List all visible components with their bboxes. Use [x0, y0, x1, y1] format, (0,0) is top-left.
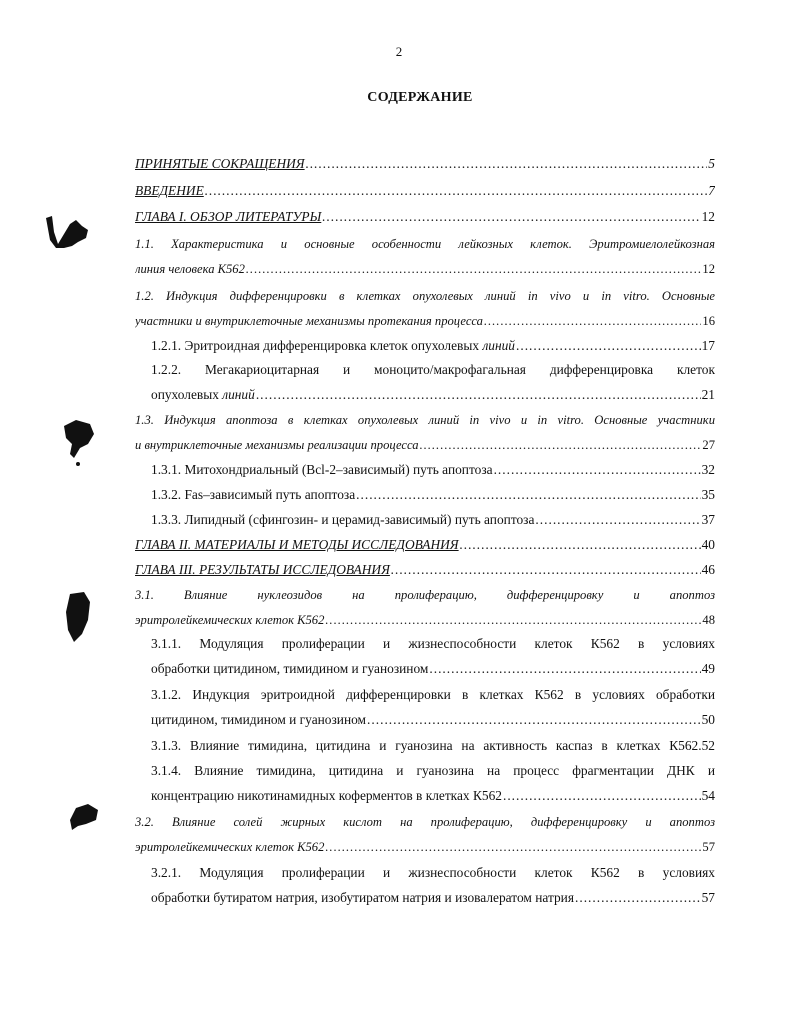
- toc-entry-text: линия человека К562: [135, 262, 245, 276]
- toc-entry-section-1-2-line1: 1.2. Индукция дифференцировки в клетках опухолевых линий in vivo и in vitro. Основные: [135, 289, 715, 303]
- toc-entry-text: обработки цитидином, тимидином и гуанозином: [151, 661, 429, 676]
- toc-entry-text: ГЛАВА I. ОБЗОР ЛИТЕРАТУРЫ: [135, 209, 322, 224]
- toc-entry-text: обработки бутиратом натрия, изобутиратом натрия и изовалератом натрия: [151, 890, 574, 905]
- toc-entry-section-3-1-4-line1: 3.1.4. Влияние тимидина, цитидина и гуанозина на процесс фрагментации ДНК и: [151, 763, 715, 778]
- leader-dots: [535, 511, 700, 529]
- leader-dots: [575, 889, 701, 907]
- toc-page-number: 32: [701, 462, 715, 477]
- toc-entry-section-3-1-line1: 3.1. Влияние нуклеозидов на пролиферацию, дифференцировку и апоптоз: [135, 588, 715, 602]
- toc-entry-text: ГЛАВА III. РЕЗУЛЬТАТЫ ИССЛЕДОВАНИЯ: [135, 562, 390, 577]
- toc-page-number: 54: [701, 788, 715, 803]
- toc-entry-text: эритролейкемических клеток К562: [135, 840, 325, 854]
- toc-entry-introduction: [135, 182, 715, 200]
- toc-entry-text: и внутриклеточные механизмы реализации процесса: [135, 438, 419, 452]
- toc-entry-section-3-1-4-line2: [151, 787, 715, 805]
- toc-page-number: 16: [702, 314, 715, 328]
- toc-entry-section-1-1-line1: 1.1. Характеристика и основные особенности лейкозных клеток. Эритромиелолейкозная: [135, 237, 715, 251]
- leader-dots: [356, 486, 700, 504]
- leader-dots: [391, 561, 701, 579]
- toc-entry-text: 1.2.1. Эритроидная дифференцировка клеток опухолевых: [151, 338, 483, 353]
- toc-entry-text: ВВЕДЕНИЕ: [135, 183, 204, 198]
- toc-entry-text: ПРИНЯТЫЕ СОКРАЩЕНИЯ: [135, 156, 305, 171]
- toc-entry-section-1-3-3: [151, 511, 715, 529]
- leader-dots: [205, 182, 708, 200]
- toc-entry-section-1-2-2-line1: 1.2.2. Мегакариоцитарная и моноцито/макрофагальная дифференцировка клеток: [151, 362, 715, 377]
- toc-entry-section-3-2-line1: 3.2. Влияние солей жирных кислот на пролиферацию, дифференцировку и апоптоз: [135, 815, 715, 829]
- page-title: СОДЕРЖАНИЕ: [367, 90, 473, 105]
- leader-dots: [367, 711, 701, 729]
- toc-entry-section-3-1-3: 3.1.3. Влияние тимидина, цитидина и гуанозина на активность каспаз в клетках К562.52: [151, 738, 715, 753]
- toc-entry-section-1-3-1: [151, 461, 715, 479]
- toc-entry-chapter-3: [135, 561, 715, 579]
- toc-entry-abbreviations: [135, 155, 715, 173]
- toc-entry-chapter-1: [135, 208, 715, 226]
- toc-entry-text: участники и внутриклеточные механизмы протекания процесса: [135, 314, 483, 328]
- toc-page-number: 46: [701, 562, 715, 577]
- leader-dots: [429, 660, 700, 678]
- toc-entry-section-3-2-1-line2: [151, 889, 715, 907]
- leader-dots: [516, 337, 701, 355]
- toc-entry-section-1-2-line2: [135, 312, 715, 330]
- toc-entry-section-1-1-line2: [135, 260, 715, 278]
- toc-page-number: 48: [702, 613, 715, 627]
- toc-page-number: 35: [701, 487, 715, 502]
- toc-page-number: 27: [702, 438, 715, 452]
- toc-entry-section-3-1-1-line2: [151, 660, 715, 678]
- toc-page-number: 40: [701, 537, 715, 552]
- toc-entry-text-italic: линий: [482, 338, 516, 353]
- toc-entry-text: 1.3.2. Fas–зависимый путь апоптоза: [151, 487, 356, 502]
- leader-dots: [420, 436, 702, 454]
- toc-page-number: 12: [701, 209, 715, 224]
- toc-entry-section-1-2-1: [151, 337, 715, 355]
- toc-entry-section-1-3-line2: [135, 436, 715, 454]
- toc-page-number: 57: [701, 890, 715, 905]
- toc-entry-section-3-1-line2: [135, 611, 715, 629]
- toc-entry-section-3-1-2-line1: 3.1.2. Индукция эритроидной дифференцировки в клетках К562 в условиях обработки: [151, 687, 715, 702]
- toc-entry-chapter-2: [135, 536, 715, 554]
- leader-dots: [460, 536, 701, 554]
- toc-entry-text: 1.3.1. Митохондриальный (Bcl-2–зависимый) путь апоптоза: [151, 462, 493, 477]
- page-number: 2: [395, 44, 403, 59]
- leader-dots: [494, 461, 701, 479]
- toc-entry-section-3-2-1-line1: 3.2.1. Модуляция пролиферации и жизнеспособности клеток К562 в условиях: [151, 865, 715, 880]
- leader-dots: [503, 787, 701, 805]
- leader-dots: [246, 260, 702, 278]
- toc-entry-text: опухолевых: [151, 387, 223, 402]
- leader-dots: [484, 312, 701, 330]
- toc-page-number: 5: [708, 156, 715, 171]
- leader-dots: [325, 611, 701, 629]
- toc-page-number: 50: [701, 712, 715, 727]
- toc-page-number: 7: [708, 183, 715, 198]
- toc-page-number: 37: [701, 512, 715, 527]
- leader-dots: [325, 838, 701, 856]
- leader-dots: [322, 208, 700, 226]
- toc-entry-text: эритролейкемических клеток К562: [135, 613, 325, 627]
- toc-page-number: 21: [701, 387, 715, 402]
- toc-entry-section-3-2-line2: [135, 838, 715, 856]
- toc-page-number: 17: [701, 338, 715, 353]
- toc-entry-text-italic: линий: [222, 387, 255, 402]
- toc-entry-section-1-3-line1: 1.3. Индукция апоптоза в клетках опухолевых линий in vivo и in vitro. Основные участники: [135, 413, 715, 427]
- toc-entry-section-3-1-1-line1: 3.1.1. Модуляция пролиферации и жизнеспособности клеток К562 в условиях: [151, 636, 715, 651]
- toc-entry-section-1-3-2: [151, 486, 715, 504]
- toc-page-number: 12: [702, 262, 715, 276]
- toc-entry-text: цитидином, тимидином и гуанозином: [151, 712, 367, 727]
- toc-page-number: 57: [702, 840, 715, 854]
- toc-entry-text: 1.3.3. Липидный (сфингозин- и церамид-зависимый) путь апоптоза: [151, 512, 535, 527]
- toc-entry-section-1-2-2-line2: [151, 386, 715, 404]
- toc-page-number: 49: [701, 661, 715, 676]
- leader-dots: [256, 386, 701, 404]
- leader-dots: [306, 155, 708, 173]
- toc-entry-text: ГЛАВА II. МАТЕРИАЛЫ И МЕТОДЫ ИССЛЕДОВАНИЯ: [135, 537, 459, 552]
- toc-entry-text: концентрацию никотинамидных коферментов в клетках К562: [151, 788, 502, 803]
- toc-entry-section-3-1-2-line2: [151, 711, 715, 729]
